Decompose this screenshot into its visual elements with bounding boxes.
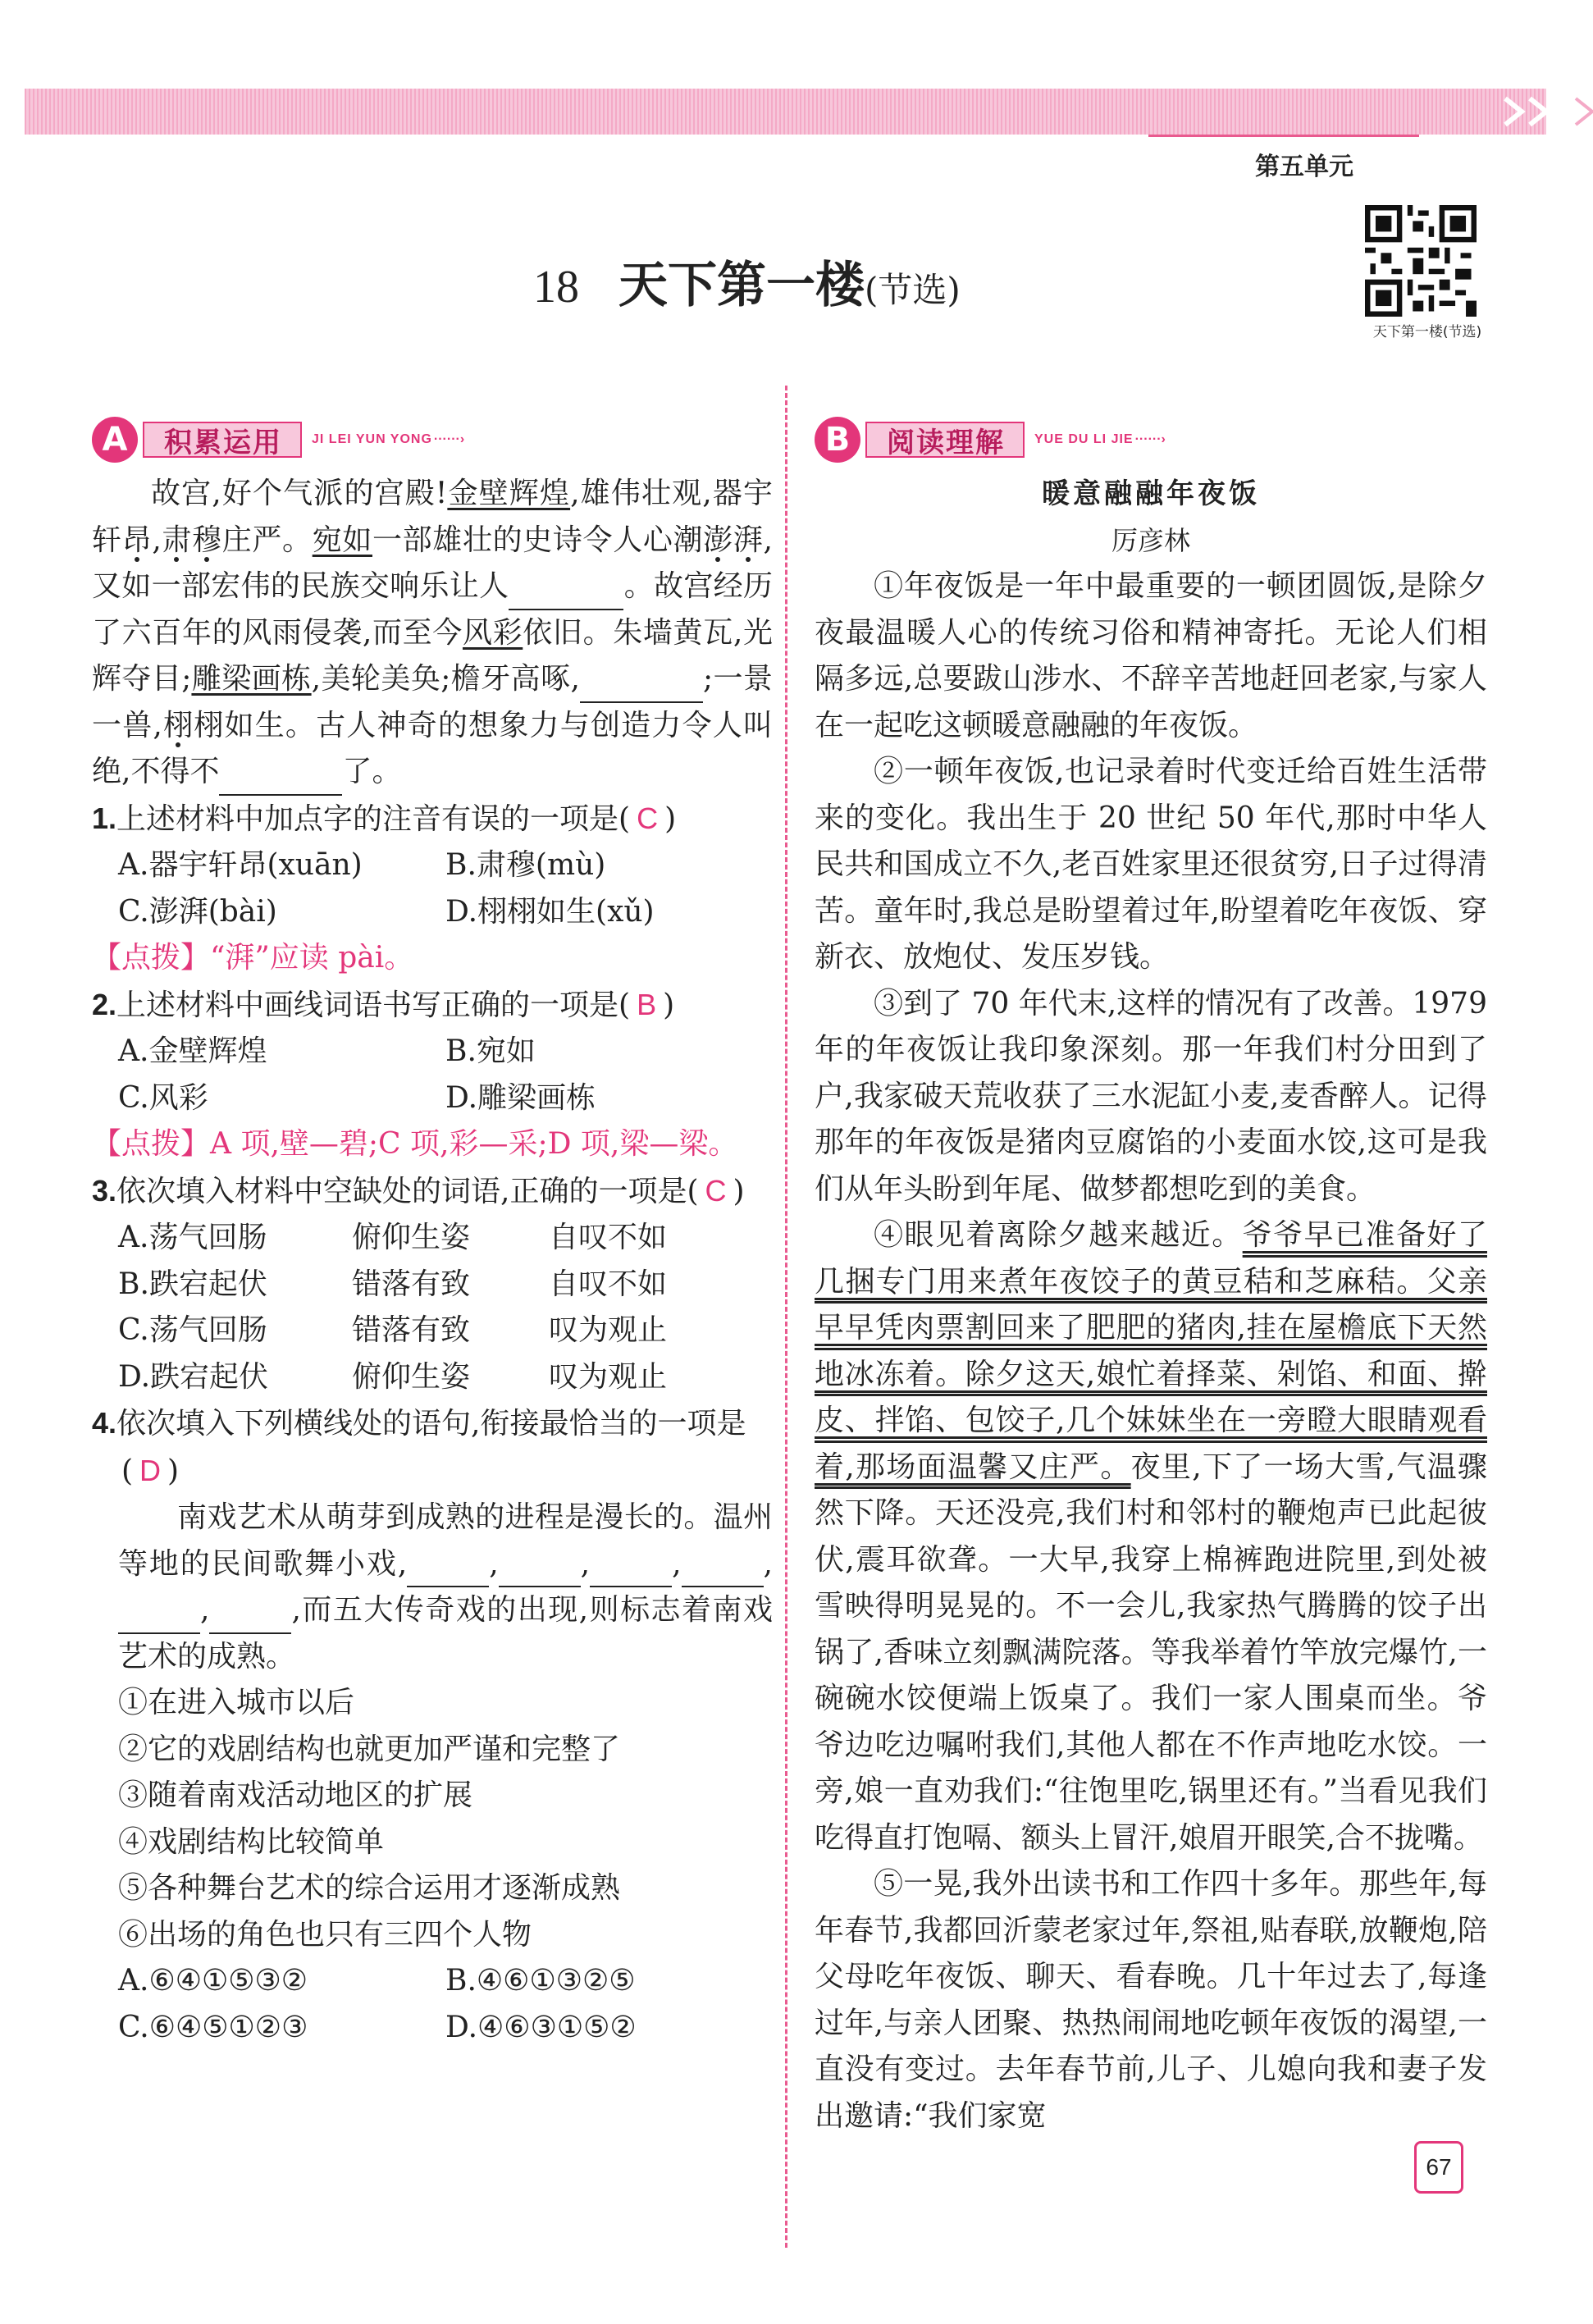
qr-code-icon[interactable] [1365, 205, 1477, 317]
hint-1: 【点拨】“湃”应读 pài。 [92, 941, 414, 975]
underlined-word: 宛如 [312, 523, 372, 557]
question-4-options [92, 1958, 773, 2051]
answer-3: C [705, 1173, 727, 1208]
section-a-title: 积累运用 [143, 422, 302, 458]
list-item: ①在进入城市以后 [118, 1686, 355, 1719]
fill-blank[interactable] [590, 1555, 672, 1587]
underlined-word: 雕梁画栋 [191, 662, 312, 696]
unit-label: 第五单元 [1255, 153, 1353, 181]
option-b[interactable]: B.④⑥①③②⑤ [445, 1964, 636, 1998]
fill-blank[interactable] [499, 1555, 581, 1587]
header-band [25, 89, 1546, 135]
paragraph-5: ⑤一晃,我外出读书和工作四十多年。那些年,每年春节,我都回沂蒙老家过年,祭祖,贴春联,放鞭炮,陪父母吃年夜饭、聊天、看春晚。几十年过去了,每逢过年,与亲人团聚、热热闹闹地吃顿年夜饭的渴望,一直没有变过。去年春节前,儿子、儿媳向我和妻子发出邀请:“我们家宽 [815, 1867, 1487, 2133]
section-b-content [815, 471, 1487, 2139]
material-passage: 故宫,好个气派的宫殿!金壁辉煌,雄伟壮观,器宇轩昂,肃穆庄严。宛如一部雄壮的史诗令人心潮澎湃,又如一部宏伟的民族交响乐让人 。故宫经历了六百年的风雨侵袭,而至今风彩依旧。朱墙黄瓦,光辉夺目;雕梁画栋,美轮美奂;檐牙高啄, ;一景一兽,栩栩如生。古人神奇的想象力与创造力令人叫绝,不得不 了。 [92, 471, 773, 796]
question-4: 4.依次填入下列横线处的语句,衔接最恰当的一项是( D ) [92, 1406, 746, 1488]
answer-2: B [637, 987, 657, 1021]
option-a[interactable]: A.金壁辉煌 [118, 1034, 267, 1068]
option-c[interactable]: C.澎湃(bài) [118, 894, 277, 929]
option-d[interactable]: D.雕梁画栋 [445, 1080, 596, 1115]
section-b-header [815, 417, 1166, 463]
option-b[interactable]: B.跌宕起伏 错落有致 自叹不如 [118, 1267, 668, 1301]
underlined-word: 金壁辉煌 [447, 477, 571, 510]
option-d[interactable]: D.栩栩如生(xǔ) [445, 894, 655, 929]
hint-2: 【点拨】A 项,壁—碧;C 项,彩—采;D 项,梁—梁。 [92, 1127, 738, 1161]
section-a-header [92, 417, 464, 463]
answer-4: D [139, 1453, 162, 1487]
underlined-word: 风彩 [462, 615, 523, 650]
lesson-title [533, 246, 961, 317]
section-a-pinyin: JI LEI YUN YONG ······› [312, 432, 464, 447]
article-title: 暖意融融年夜饭 [1042, 477, 1260, 510]
dotted-char: 湃 [733, 523, 764, 557]
paragraph-4: ④眼见着离除夕越来越近。爷爷早已准备好了几捆专门用来煮年夜饺子的黄豆秸和芝麻秸。父亲早早凭肉票割回来了肥肥的猪肉,挂在屋檐底下天然地冰冻着。除夕这天,娘忙着择菜、剁馅、和面、擀皮、拌馅、包饺子,几个妹妹坐在一旁瞪大眼睛观看着,那场面温馨又庄严。夜里,下了一场大雪,气温骤然下降。天还没亮,我们村和邻村的鞭炮声已此起彼伏,震耳欲聋。一大早,我穿上棉裤跑进院里,到处被雪映得明晃晃的。不一会儿,我家热气腾腾的饺子出锅了,香味立刻飘满院落。等我举着竹竿放完爆竹,一碗碗水饺便端上饭桌了。我们一家人围桌而坐。爷爷边吃边嘱咐我们,其他人都在不作声地吃水饺。一旁,娘一直劝我们:“往饱里吃,锅里还有。”当看见我们吃得直打饱嗝、额头上冒汗,娘眉开眼笑,合不拢嘴。 [815, 1218, 1488, 1855]
underlined-passage: 爷爷早已准备好了几捆专门用来煮年夜饺子的黄豆秸和芝麻秸。父亲早早凭肉票割回来了肥肥的猪肉,挂在屋檐底下天然地冰冻着。除夕这天,娘忙着择菜、剁馅、和面、擀皮、拌馅、包饺子,几个妹妹坐在一旁瞪大眼睛观看着,那场面温馨又庄严。 [815, 1218, 1487, 1484]
article-author: 厉彦林 [1111, 524, 1190, 556]
section-a-letter: A [92, 417, 138, 463]
qr-caption: 天下第一楼(节选) [1372, 324, 1482, 340]
dotted-char: 澎 [703, 523, 733, 557]
page-number: 67 [1414, 2141, 1463, 2194]
fill-blank[interactable] [118, 1601, 200, 1634]
fill-blank[interactable] [209, 1601, 291, 1634]
list-item: ⑥出场的角色也只有三四个人物 [118, 1917, 532, 1952]
option-a[interactable]: A.⑥④①⑤③② [118, 1964, 308, 1998]
answer-1: C [637, 801, 659, 835]
option-a[interactable]: A.器宇轩昂(xuān) [118, 848, 363, 882]
question-4-items [92, 1680, 773, 1958]
option-d[interactable]: D.跌宕起伏 俯仰生姿 叹为观止 [118, 1359, 668, 1394]
option-b[interactable]: B.宛如 [445, 1034, 536, 1068]
section-b-pinyin: YUE DU LI JIE ······› [1034, 432, 1166, 447]
question-3: 3.依次填入材料中空缺处的词语,正确的一项是( C ) [92, 1173, 745, 1208]
fill-blank[interactable] [682, 1555, 764, 1587]
fill-blank[interactable] [407, 1555, 489, 1587]
question-2: 2.上述材料中画线词语书写正确的一项是( B ) [92, 987, 675, 1022]
question-1-options [92, 842, 773, 935]
list-item: ⑤各种舞台艺术的综合运用才逐渐成熟 [118, 1871, 621, 1905]
option-d[interactable]: D.④⑥③①⑤② [445, 2010, 637, 2044]
paragraph-1: ①年夜饭是一年中最重要的一顿团圆饭,是除夕夜最温暖人心的传统习俗和精神寄托。无论人们相隔多远,总要跋山涉水、不辞辛苦地赶回老家,与家人在一起吃这顿暖意融融的年夜饭。 [815, 569, 1487, 742]
dotted-char: 栩 [162, 708, 194, 742]
fill-blank[interactable] [219, 763, 342, 796]
lesson-subtitle: (节选) [865, 270, 961, 310]
section-a-content [92, 471, 773, 2051]
section-b-letter: B [815, 417, 860, 463]
list-item: ②它的戏剧结构也就更加严谨和完整了 [118, 1732, 621, 1766]
question-2-options [92, 1029, 773, 1121]
option-c[interactable]: C.荡气回肠 错落有致 叹为观止 [118, 1313, 668, 1347]
paragraph-2: ②一顿年夜饭,也记录着时代变迁给百姓生活带来的变化。我出生于 20 世纪 50 年代,那时中华人民共和国成立不久,老百姓家里还很贫穷,日子过得清苦。童年时,我总是盼望着过年,盼望着吃年夜饭、穿新衣、放炮仗、发压岁钱。 [815, 755, 1487, 974]
list-item: ④戏剧结构比较简单 [118, 1824, 385, 1859]
lesson-title-text: 天下第一楼 [618, 257, 865, 314]
chevron-right-icon [1497, 92, 1593, 131]
paragraph-3: ③到了 70 年代末,这样的情况有了改善。1979 年的年夜饭让我印象深刻。那一年我们村分田到了户,我家破天荒收获了三水泥缸小麦,麦香醉人。记得那年的年夜饭是猪肉豆腐馅的小麦面水饺,这可是我们从年头盼到年尾、做梦都想吃到的美食。 [815, 986, 1487, 1206]
option-c[interactable]: C.风彩 [118, 1080, 208, 1115]
dotted-char: 肃 [161, 523, 193, 557]
list-item: ③随着南戏活动地区的扩展 [118, 1778, 473, 1812]
question-4-material: 南戏艺术从萌芽到成熟的进程是漫长的。温州等地的民间歌舞小戏, , , , ,, ,而五大传奇戏的出现,则标志着南戏艺术的成熟。 [118, 1500, 773, 1673]
option-a[interactable]: A.荡气回肠 俯仰生姿 自叹不如 [118, 1221, 668, 1254]
question-1: 1.上述材料中加点字的注音有误的一项是( C ) [92, 801, 677, 836]
column-divider [785, 386, 787, 2248]
option-b[interactable]: B.肃穆(mù) [445, 848, 606, 882]
fill-blank[interactable] [509, 578, 623, 610]
dotted-char: 穆 [192, 523, 222, 557]
option-c[interactable]: C.⑥④⑤①②③ [118, 2010, 308, 2044]
lesson-number: 18 [533, 262, 579, 313]
section-b-title: 阅读理解 [865, 422, 1025, 458]
fill-blank[interactable] [580, 670, 703, 703]
question-3-options [92, 1215, 773, 1400]
dotted-char: 昂 [121, 523, 153, 557]
